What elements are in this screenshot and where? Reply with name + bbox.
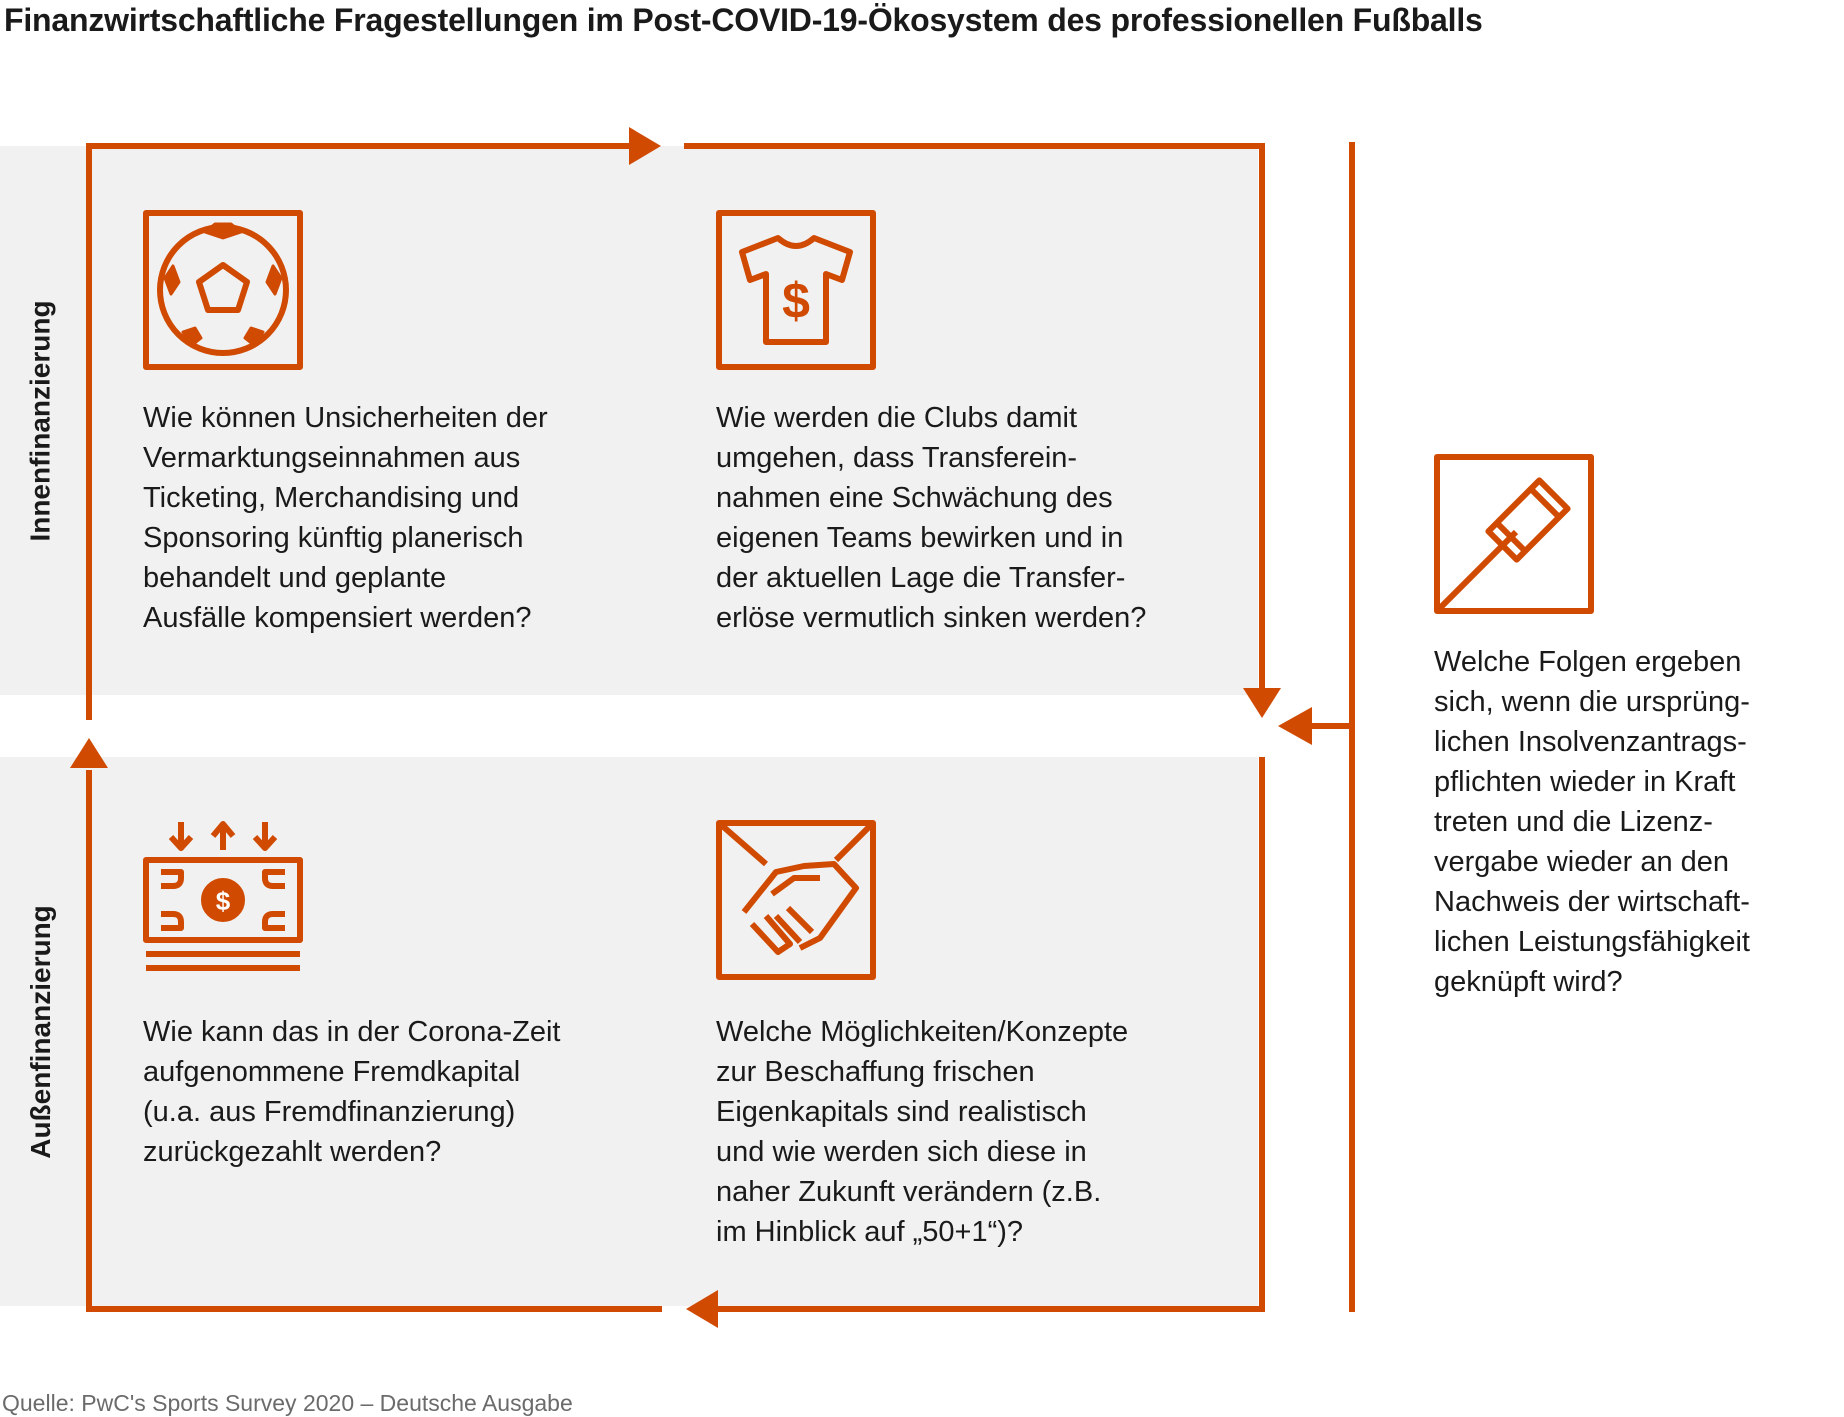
- question-line: Ausfälle kompensiert werden?: [143, 602, 532, 634]
- svg-text:$: $: [215, 886, 231, 916]
- question-line: Nachweis der wirtschaft-: [1434, 886, 1750, 918]
- inner-financing-label: Innenfinanzierung: [25, 299, 57, 542]
- arrow-right-icon: [629, 127, 661, 165]
- handshake-icon: [716, 820, 876, 980]
- arrow-down-icon: [1243, 688, 1281, 718]
- svg-text:$: $: [782, 273, 810, 329]
- arrow-up-icon: [70, 738, 108, 768]
- question-line: Eigenkapitals sind realistisch: [716, 1096, 1087, 1128]
- question-line: Welche Möglichkeiten/Konzepte: [716, 1016, 1129, 1048]
- soccer-ball-icon: [143, 210, 303, 370]
- shirt-dollar-icon: [716, 210, 876, 370]
- question-marketing-revenue: [143, 398, 548, 638]
- question-debt-repayment: [143, 1012, 560, 1172]
- question-line: treten und die Lizenz-: [1434, 806, 1713, 838]
- question-line: Wie werden die Clubs damit: [716, 402, 1078, 434]
- question-line: Ticketing, Merchandising und: [143, 482, 520, 514]
- question-line: im Hinblick auf „50+1“)?: [716, 1216, 1024, 1248]
- banknote-arrows-icon: [143, 820, 303, 980]
- question-line: vergabe wieder an den: [1434, 846, 1730, 878]
- question-line: zur Beschaffung frischen: [716, 1056, 1035, 1088]
- arrow-left-icon: [686, 1290, 718, 1328]
- question-line: lichen Leistungsfähigkeit: [1434, 926, 1750, 958]
- question-line: erlöse vermutlich sinken werden?: [716, 602, 1147, 634]
- question-line: Welche Folgen ergeben: [1434, 646, 1742, 678]
- question-line: aufgenommene Fremdkapital: [143, 1056, 521, 1088]
- page-title: Finanzwirtschaftliche Fragestellungen im Post-COVID-19-Ökosystem des professionellen Fußballs: [4, 2, 1483, 38]
- question-line: pflichten wieder in Kraft: [1434, 766, 1736, 798]
- question-line: und wie werden sich diese in: [716, 1136, 1087, 1168]
- question-line: zurückgezahlt werden?: [143, 1136, 442, 1168]
- question-line: sich, wenn die ursprüng-: [1434, 686, 1750, 718]
- source-note: Quelle: PwC's Sports Survey 2020 – Deutsche Ausgabe: [2, 1390, 573, 1416]
- question-line: der aktuellen Lage die Transfer-: [716, 562, 1126, 594]
- question-line: (u.a. aus Fremdfinanzierung): [143, 1096, 516, 1128]
- question-line: naher Zukunft verändern (z.B.: [716, 1176, 1102, 1208]
- question-line: lichen Insolvenzantrags-: [1434, 726, 1747, 758]
- question-line: Sponsoring künftig planerisch: [143, 522, 524, 554]
- question-line: eigenen Teams bewirken und in: [716, 522, 1124, 554]
- question-line: Wie können Unsicherheiten der: [143, 402, 548, 434]
- outer-financing-label: Außenfinanzierung: [25, 904, 57, 1159]
- question-line: behandelt und geplante: [143, 562, 447, 594]
- question-line: nahmen eine Schwächung des: [716, 482, 1113, 514]
- question-equity-concepts: [716, 1012, 1128, 1252]
- question-line: geknüpft wird?: [1434, 966, 1623, 998]
- question-insolvency-licensing: [1434, 642, 1750, 1002]
- question-line: Vermarktungseinnahmen aus: [143, 442, 521, 474]
- question-line: Wie kann das in der Corona-Zeit: [143, 1016, 561, 1048]
- question-transfer-revenue: [716, 398, 1146, 638]
- question-line: umgehen, dass Transferein-: [716, 442, 1078, 474]
- arrow-left-small-icon: [1278, 707, 1312, 745]
- gavel-icon: [1434, 454, 1594, 614]
